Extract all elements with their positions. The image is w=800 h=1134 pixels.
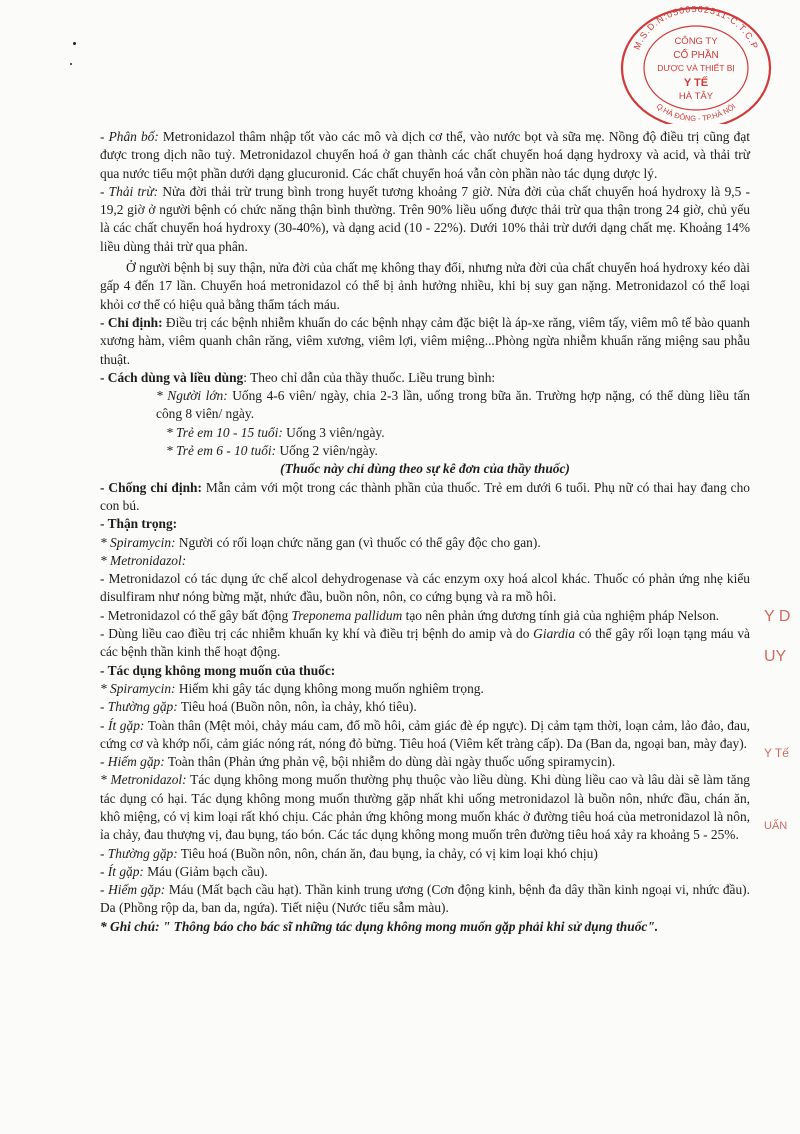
label: - Ít gặp: [100, 717, 145, 733]
label: - Hiếm gặp: [100, 754, 165, 770]
body-text: Nửa đời thải trừ trung bình trong huyết tương khoảng 7 giờ. Nửa đời của chất chuyển hoá hydroxy là 9,5 - 19,2 giờ ở người bệnh có chức năng thận bình thường. Trên 90% liều uống được thải trừ qua thận trong 24 giờ, chủ yếu là các chất chuyển hoá hydroxy (30-40%), và dạng acid (10 - 22%). Dưới 10% thải trừ dưới dạng chất mẹ. Khoảng 14% liều dùng thải trừ qua phân. [100, 183, 750, 254]
heading: - Cách dùng và liều dùng [100, 369, 244, 385]
side-effect-metro-uncommon [100, 863, 750, 881]
caution-p3 [100, 625, 750, 662]
body-text: - Dùng liều cao điều trị các nhiễm khuẩn kỵ khí và điều trị bệnh do amip và do [100, 626, 534, 642]
caution-p2 [100, 607, 750, 625]
body-text: Hiếm khi gây tác dụng không mong muốn nghiêm trọng. [175, 680, 484, 696]
side-effect-spira-rare [100, 753, 750, 771]
label: * Trẻ em 6 - 10 tuổi: [166, 443, 277, 459]
side-effect-metro-common [100, 845, 750, 863]
heading: - Chống chỉ định: [100, 479, 202, 495]
label: - Thường gặp: [100, 845, 178, 861]
species-name: Giardia [533, 626, 576, 642]
section-suy-than: Ở người bệnh bị suy thận, nửa đời của chất mẹ không thay đổi, nhưng nửa đời của chất chuyển hoá hydroxy kéo dài gấp 4 đến 17 lần. Chuyển hoá metronidazol có thể bị ảnh hưởng nhiều, khi bị suy gan nặng. Metronidazol có thể loại khỏi cơ thể có hiệu quả bằng thẩm tách máu. [100, 260, 750, 312]
label: * Spiramycin: [100, 534, 176, 550]
label: * Metronidazol: [100, 772, 187, 788]
caution-spiramycin [100, 534, 750, 552]
body-text: Tiêu hoá (Buồn nôn, nôn, chán ăn, đau bụng, ỉa chảy, có vị kim loại khó chịu) [177, 845, 598, 861]
side-effect-spira [100, 680, 750, 698]
edge-mark: UY [764, 648, 787, 665]
scan-speck [70, 63, 72, 65]
caution-p1: - Metronidazol có tác dụng ức chế alcol dehydrogenase và các enzym oxy hoá alcol khác. Thuốc có phản ứng nhẹ kiểu disulfiram như nóng bừng mặt, nhức đầu, buồn nôn, nôn, co cứng bụng và ra mồ hôi. [100, 571, 750, 605]
label: * Trẻ em 10 - 15 tuổi: [166, 424, 283, 440]
label: * Người lớn: [156, 388, 228, 404]
company-stamp [614, 6, 778, 124]
body-text: : Theo chỉ dẫn của thầy thuốc. Liều trung bình: [243, 369, 496, 385]
label: - Phân bố: [100, 129, 159, 144]
stamp-line-2: CỔ PHẦN [673, 50, 719, 61]
body-text: Tiêu hoá (Buồn nôn, nôn, ỉa chảy, khó tiêu). [177, 699, 417, 715]
section-cach-dung [100, 369, 750, 387]
side-effect-spira-common [100, 698, 750, 716]
label: - Thường gặp: [100, 699, 178, 715]
caution-metronidazol-label: * Metronidazol: [100, 552, 187, 568]
prescription-note: (Thuốc này chỉ dùng theo sự kê đơn của thầy thuốc) [280, 461, 570, 477]
body-text: Uống 2 viên/ngày. [276, 443, 378, 459]
species-name: Treponema pallidum [291, 607, 403, 623]
leaflet-page [100, 128, 750, 936]
footnote: * Ghi chú: " Thông báo cho bác sĩ những tác dụng không mong muốn gặp phải khi sử dụng thuốc". [100, 918, 659, 934]
scan-speck [73, 42, 76, 45]
body-text: tạo nên phản ứng dương tính giả của nghiệm pháp Nelson. [402, 607, 720, 623]
body-text: có thể gây rối loạn tạng máu và các bệnh thần kinh thể hoạt động. [100, 626, 750, 660]
heading: - Chỉ định: [100, 314, 163, 330]
body-text: Toàn thân (Mệt mỏi, chảy máu cam, đổ mồ hôi, cảm giác đè ép ngực). Dị cảm tạm thời, loạn cảm, lảo đảo, đau, cứng cơ và khớp nối, cảm giác nóng rát, nóng đỏ bừng. Tiêu hoá (Viêm kết tràng cấp). Da (Ban da, ngoại ban, mày đay). [100, 717, 750, 751]
section-thai-tru [100, 183, 750, 256]
stamp-seal-graphic [614, 6, 778, 124]
stamp-ring-text: M.S.D.N:0500562511-C.T.C.P [631, 6, 761, 52]
body-text: Uống 4-6 viên/ ngày, chia 2-3 lần, uống trong bữa ăn. Trường hợp nặng, có thể dùng liều tấn công 8 viên/ ngày. [156, 388, 750, 422]
stamp-line-1: CÔNG TY [674, 36, 718, 47]
body-text: Toàn thân (Phản ứng phản vệ, bội nhiễm do dùng dài ngày thuốc uống spiramycin). [164, 754, 616, 770]
section-phan-bo [100, 128, 750, 183]
body-text: Uống 3 viên/ngày. [282, 424, 385, 440]
stamp-bottom-text: Q.HÀ ĐÔNG - TP.HÀ NỘI [654, 101, 738, 124]
side-effect-metro-rare [100, 881, 750, 918]
body-text: Metronidazol thâm nhập tốt vào các mô và dịch cơ thể, vào nước bọt và sữa mẹ. Nồng độ điều trị cũng đạt được trong dịch não tuỷ. Metronidazol chuyển hoá ở gan thành các chất chuyển hoá dạng hydroxy và acid, và thải trừ qua nước tiểu một phần dưới dạng glucuronid. Các chất chuyển hoá vẫn còn phần nào tác dụng dược lý. [100, 129, 750, 181]
label: - Ít gặp: [100, 863, 144, 879]
section-than-trong-heading: - Thận trọng: [100, 516, 178, 532]
body-text: Điều trị các bệnh nhiễm khuẩn do các bệnh nhạy cảm đặc biệt là áp-xe răng, viêm tấy, viêm mô tế bào quanh xương hàm, viêm quanh chân răng, viêm xương, viêm lợi, viêm miệng...Phòng ngừa nhiễm khuẩn răng miệng sau phẫu thuật. [100, 314, 751, 367]
body-text: Mẫn cảm với một trong các thành phần của thuốc. Trẻ em dưới 6 tuổi. Phụ nữ có thai hay đang cho con bú. [100, 479, 750, 513]
section-chong-chi-dinh [100, 479, 750, 516]
body-text: Máu (Mất bạch cầu hạt). Thần kinh trung ương (Cơn động kinh, bệnh đa dây thần kinh ngoại vi, nhức đầu). Da (Phồng rộp da, ban da, ngứa). Tiết niệu (Nước tiểu sẫm màu). [100, 882, 750, 916]
svg-text:Q.HÀ ĐÔNG - TP.HÀ NỘI [655, 102, 737, 123]
edge-mark: Y Tế [764, 746, 789, 760]
body-text: - Metronidazol có thể gây bất động [100, 607, 292, 623]
body-text: Người có rối loạn chức năng gan (vì thuốc có thể gây độc cho gan). [175, 534, 541, 550]
dose-adult [100, 387, 750, 424]
label: - Thải trừ: [100, 183, 159, 199]
body-text: Tác dụng không mong muốn thường phụ thuộc vào liều dùng. Khi dùng liều cao và lâu dài sẽ làm tăng tác dụng có hại. Tác dụng không mong muốn thường gặp nhất khi uống metronidazol là buồn nôn, nhức đầu, chán ăn, khô miệng, có vị kim loại rất khó chịu. Các phản ứng không mong muốn khác ở đường tiêu hoá của metronidazol là nôn, ỉa chảy, đau thượng vị, đau bụng, táo bón. Các tác dụng không mong muốn trên đường tiêu hoá xảy ra khoảng 5 - 25%. [100, 772, 750, 843]
dose-child-6-10 [100, 442, 750, 460]
side-effect-metro [100, 771, 750, 844]
side-effect-spira-uncommon [100, 717, 750, 754]
edge-mark: UẤN [764, 820, 788, 832]
stamp-line-4: Y TẾ [683, 77, 709, 89]
body-text: Máu (Giảm bạch cầu). [143, 863, 268, 879]
section-chi-dinh [100, 314, 750, 369]
label: - Hiếm gặp: [100, 882, 166, 898]
edge-mark: Y D [764, 608, 791, 625]
dose-child-10-15 [100, 424, 750, 442]
stamp-line-5: HÀ TÂY [678, 91, 714, 102]
stamp-line-3: DƯỢC VÀ THIẾT BỊ [657, 63, 735, 73]
section-tac-dung-heading: - Tác dụng không mong muốn của thuốc: [100, 662, 336, 678]
label: * Spiramycin: [100, 680, 176, 696]
